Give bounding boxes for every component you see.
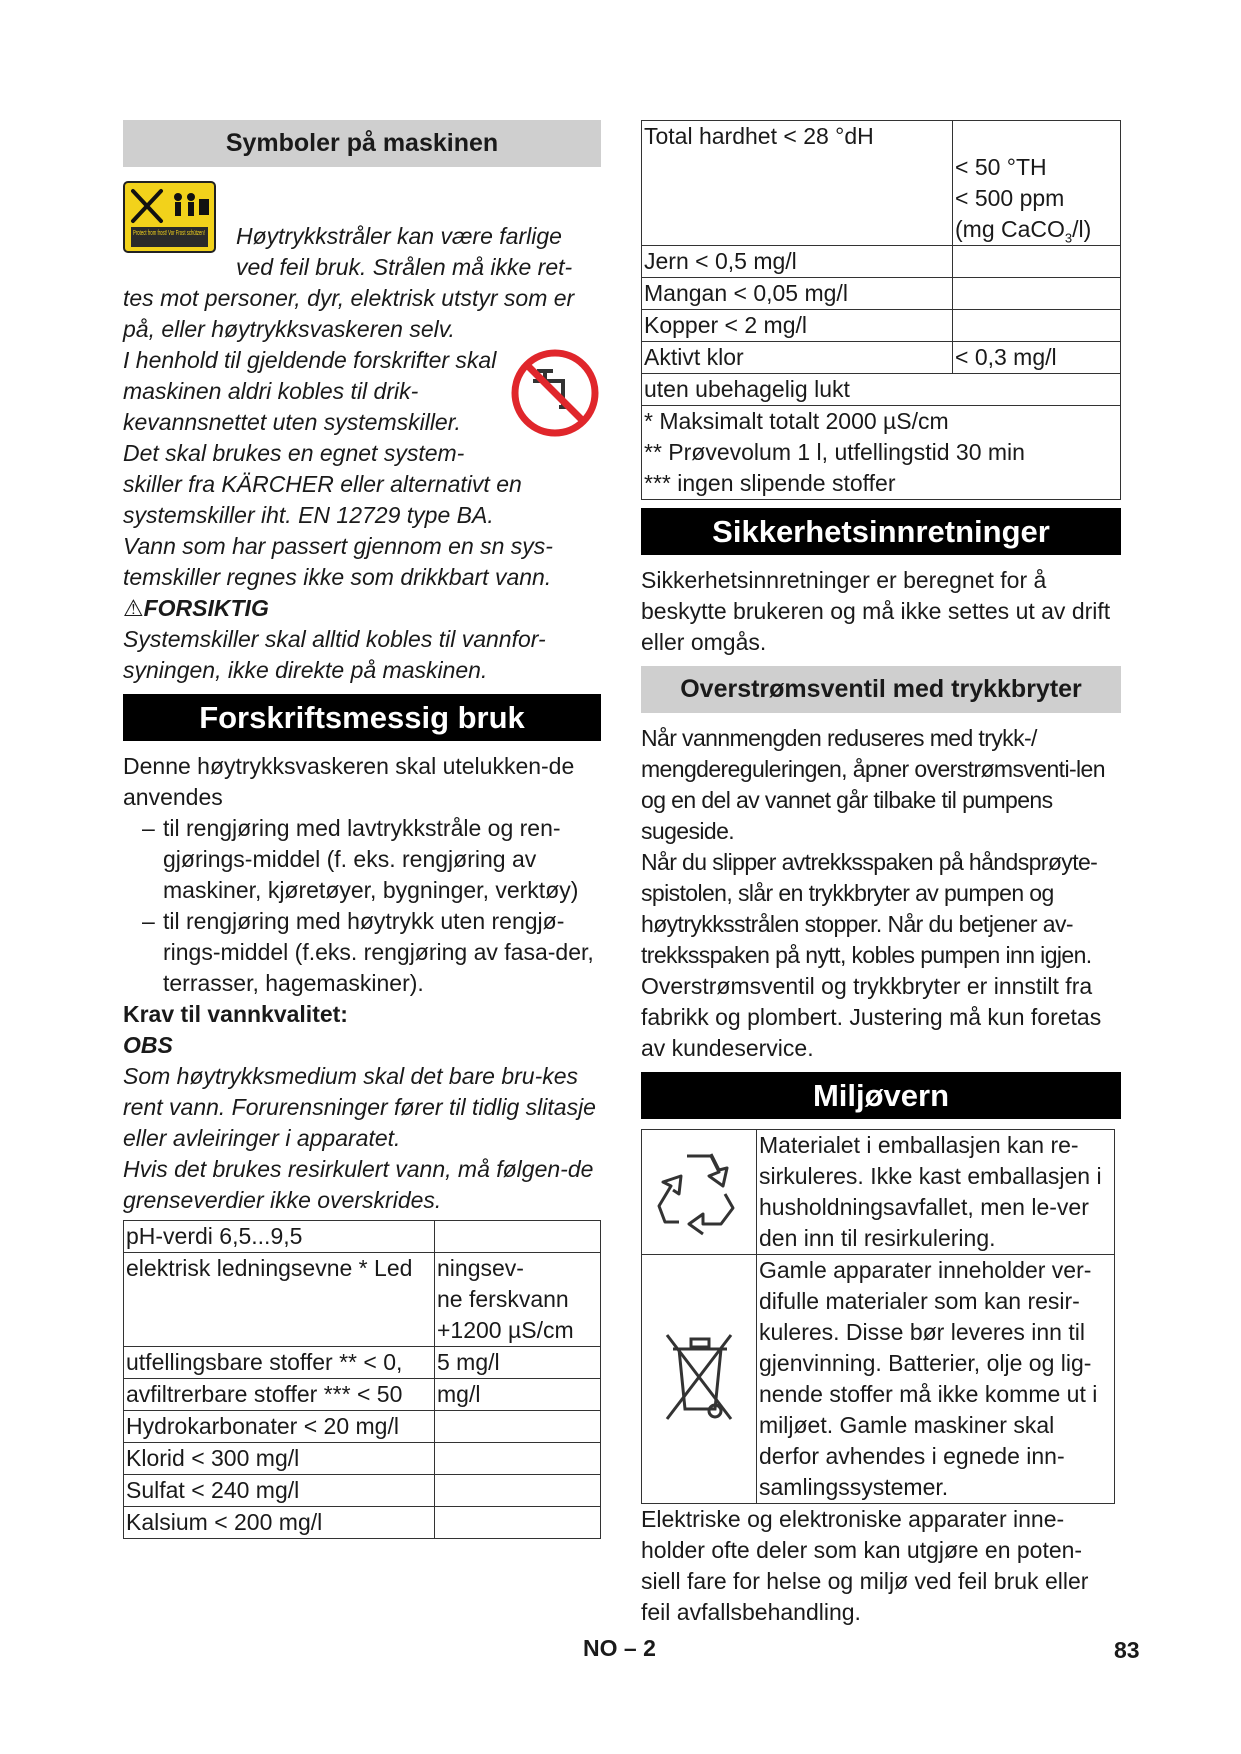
symbols-heading: Symboler på maskinen: [123, 120, 601, 167]
water-limits-table: [123, 1220, 601, 1539]
table-row: Kalsium < 200 mg/l: [124, 1507, 601, 1539]
table-row: [642, 1130, 1115, 1255]
table-row: avfiltrerbare stoffer *** < 50 mg/l: [124, 1379, 601, 1411]
intended-use-heading: Forskriftsmessig bruk: [123, 694, 601, 741]
intended-use-intro: Denne høytrykksvaskeren skal utelukken-de anvendes: [123, 753, 575, 810]
page-number: 83: [1114, 1637, 1140, 1663]
obs-text-1: Som høytrykksmedium skal det bare bru-kes rent vann. Forurensninger fører til tidlig slitasje eller avleiringer i apparatet.: [123, 1063, 596, 1151]
water-limits-table-continued: [641, 120, 1121, 500]
overflow-valve-text-1: Når vannmengden reduseres med trykk-/ mengdereguleringen, åpner overstrømsventi-len og en del av vannet går tilbake til pumpens sugeside.: [641, 725, 1105, 844]
obs-title: OBS: [123, 1032, 173, 1058]
table-row: [642, 1255, 1115, 1504]
crossed-out-bin-icon: [659, 1325, 739, 1425]
table-row: Mangan < 0,05 mg/l: [642, 278, 1121, 310]
table-row: Kopper < 2 mg/l: [642, 310, 1121, 342]
table-row: Jern < 0,5 mg/l: [642, 246, 1121, 278]
water-quality-heading: Krav til vannkvalitet:: [123, 1001, 348, 1027]
environment-table: [641, 1129, 1115, 1504]
overflow-valve-text-3: Overstrømsventil og trykkbryter er innstilt fra fabrikk og plombert. Justering må kun foretas av kundeservice.: [641, 973, 1102, 1061]
frost-warning-icon-text: Protect from frost! Vor Frost schützen!: [133, 230, 206, 237]
symbols-text-3: Vann som har passert gjennom en sn sys-temskiller regnes ikke som drikkbart vann.: [123, 533, 553, 590]
table-row: uten ubehagelig lukt: [642, 374, 1121, 406]
old-appliances-text: Gamle apparater inneholder ver-difulle materialer som kan resir-kuleres. Disse bør leveres inn til gjenvinning. Batterier, olje og lig-nende stoffer må ikke komme ut i miljøet. Gamle maskiner skal derfor avhendes i egnede inn-samlingssystemer.: [757, 1255, 1115, 1504]
caution-text: Systemskiller skal alltid kobles til vannfor-syningen, ikke direkte på maskinen.: [123, 626, 546, 683]
no-drinking-water-connection-icon: [509, 347, 601, 439]
list-item: – til rengjøring med høytrykk uten rengjø-rings-middel (f.eks. rengjøring av fasa-der, terrasser, hagemaskiner).: [142, 908, 594, 996]
table-row: Total hardhet < 28 °dH < 50 °TH < 500 ppm (mg CaCO$_3$/l): [642, 121, 1121, 246]
safety-devices-text: Sikkerhetsinnretninger er beregnet for å beskytte brukeren og må ikke settes ut av drift eller omgås.: [641, 567, 1111, 655]
left-column: [123, 120, 601, 1539]
environment-footer-text: Elektriske og elektroniske apparater inne-holder ofte deler som kan utgjøre en poten-siell fare for helse og miljø ved feil bruk eller feil avfallsbehandling.: [641, 1506, 1089, 1625]
table-row: Sulfat < 240 mg/l: [124, 1475, 601, 1507]
environment-heading: Miljøvern: [641, 1072, 1121, 1119]
table-row: pH-verdi 6,5...9,5: [124, 1221, 601, 1253]
recycling-icon: [653, 1142, 745, 1234]
list-item: – til rengjøring med lavtrykkstråle og ren-gjørings-middel (f. eks. rengjøring av maskiner, kjøretøyer, bygninger, verktøy): [142, 815, 579, 903]
frost-warning-icon: [123, 181, 216, 253]
table-row: Aktivt klor < 0,3 mg/l: [642, 342, 1121, 374]
overflow-valve-heading: Overstrømsventil med trykkbryter: [641, 666, 1121, 713]
table-row: Hydrokarbonater < 20 mg/l: [124, 1411, 601, 1443]
table-row: Klorid < 300 mg/l: [124, 1443, 601, 1475]
table-row: elektrisk ledningsevne * Led ningsev- ne ferskvann +1200 µS/cm: [124, 1253, 601, 1347]
symbols-text-2: I henhold til gjeldende forskrifter skal maskinen aldri kobles til drik-kevannsnettet uten systemskiller. Det skal brukes en egnet system-skiller fra KÄRCHER eller alternativt en systemskiller iht. EN 12729 type BA.: [123, 347, 522, 528]
symbols-text-1: Høytrykkstråler kan være farlige ved feil bruk. Strålen må ikke ret-tes mot personer, dyr, elektrisk utstyr som er på, eller høytrykksvaskeren selv.: [123, 223, 575, 342]
right-column: [641, 120, 1121, 1628]
table-row: utfellingsbare stoffer ** < 0, 5 mg/l: [124, 1347, 601, 1379]
overflow-valve-text-2: Når du slipper avtrekksspaken på håndsprøyte-spistolen, slår en trykkbryter av pumpen og høytrykksstrålen stopper. Når du betjener av-trekksspaken på nytt, kobles pumpen inn igjen.: [641, 849, 1098, 968]
obs-text-2: Hvis det brukes resirkulert vann, må følgen-de grenseverdier ikke overskrides.: [123, 1156, 594, 1213]
page-section-label: NO – 2: [583, 1635, 656, 1661]
recycling-text: Materialet i emballasjen kan re-sirkuleres. Ikke kast emballasjen i husholdningsavfallet, men le-ver den inn til resirkulering.: [757, 1130, 1115, 1255]
safety-devices-heading: Sikkerhetsinnretninger: [641, 508, 1121, 555]
table-row: * Maksimalt totalt 2000 µS/cm ** Prøvevolum 1 l, utfellingstid 30 min *** ingen slipende stoffer: [642, 406, 1121, 500]
caution-title: ⚠FORSIKTIG: [123, 595, 269, 621]
